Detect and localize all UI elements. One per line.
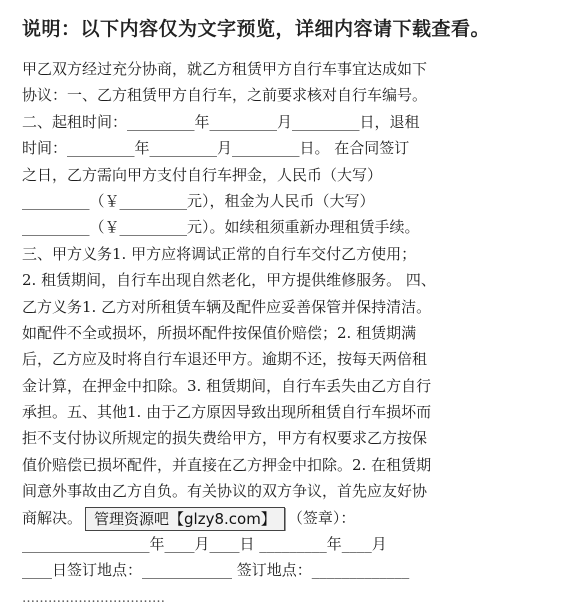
- doc-line: 二、起租时间：_________年_________月_________日，退租: [22, 112, 420, 131]
- trailing-dots: ……………………………: [22, 590, 165, 606]
- doc-line-sign-dates: _________________年____月____日 _________年____月: [22, 535, 387, 554]
- doc-line: 金计算，在押金中扣除。3. 租赁期间，自行车丢失由乙方自行: [22, 376, 432, 395]
- document-body: [22, 56, 562, 610]
- doc-line: 值价赔偿已损坏配件，并直接在乙方押金中扣除。2. 在租赁期: [22, 455, 432, 474]
- doc-line: 三、甲方义务1. 甲方应将调试正常的自行车交付乙方使用；: [22, 244, 417, 263]
- doc-line: _________（￥_________元）。如续租须重新办理租赁手续。: [22, 218, 420, 237]
- doc-text: 商解决。: [22, 508, 83, 527]
- doc-line-trailing: [22, 584, 562, 610]
- doc-line: _________（￥_________元），租金为人民币（大写）: [22, 191, 375, 210]
- doc-line: 如配件不全或损坏，所损坏配件按保值价赔偿；2. 租赁期满: [22, 323, 417, 342]
- doc-line-sign-place: ____日签订地点：____________ 签订地点：_____________: [22, 561, 410, 580]
- notice-heading: 说明：以下内容仅为文字预览，详细内容请下载查看。: [22, 18, 491, 40]
- doc-text: （签章）：: [287, 508, 356, 527]
- doc-line: 时间：_________年_________月_________日。 在合同签订: [22, 139, 410, 158]
- doc-line: 甲乙双方经过充分协商，就乙方租赁甲方自行车事宜达成如下: [22, 60, 428, 78]
- doc-line: 2. 租赁期间，自行车出现自然老化，甲方提供维修服务。 四、: [22, 271, 436, 290]
- doc-line: 协议：一、乙方租赁甲方自行车，之前要求核对自行车编号。: [22, 86, 428, 105]
- doc-line: 承担。五、其他1. 由于乙方原因导致出现所租赁自行车损坏而: [22, 403, 432, 422]
- doc-line: 间意外事故由乙方自负。有关协议的双方争议，首先应友好协: [22, 482, 428, 501]
- doc-line-watermark: [22, 505, 562, 531]
- doc-line: 之日，乙方需向甲方支付自行车押金，人民币（大写）: [22, 165, 383, 184]
- doc-line: 乙方义务1. 乙方对所租赁车辆及配件应妥善保管并保持清洁。: [22, 297, 432, 316]
- doc-line: 后，乙方应及时将自行车退还甲方。逾期不还，按每天两倍租: [22, 350, 428, 369]
- watermark-banner: 管理资源吧【glzy8.com】: [85, 507, 285, 531]
- doc-line: 拒不支付协议所规定的损失费给甲方，甲方有权要求乙方按保: [22, 429, 428, 448]
